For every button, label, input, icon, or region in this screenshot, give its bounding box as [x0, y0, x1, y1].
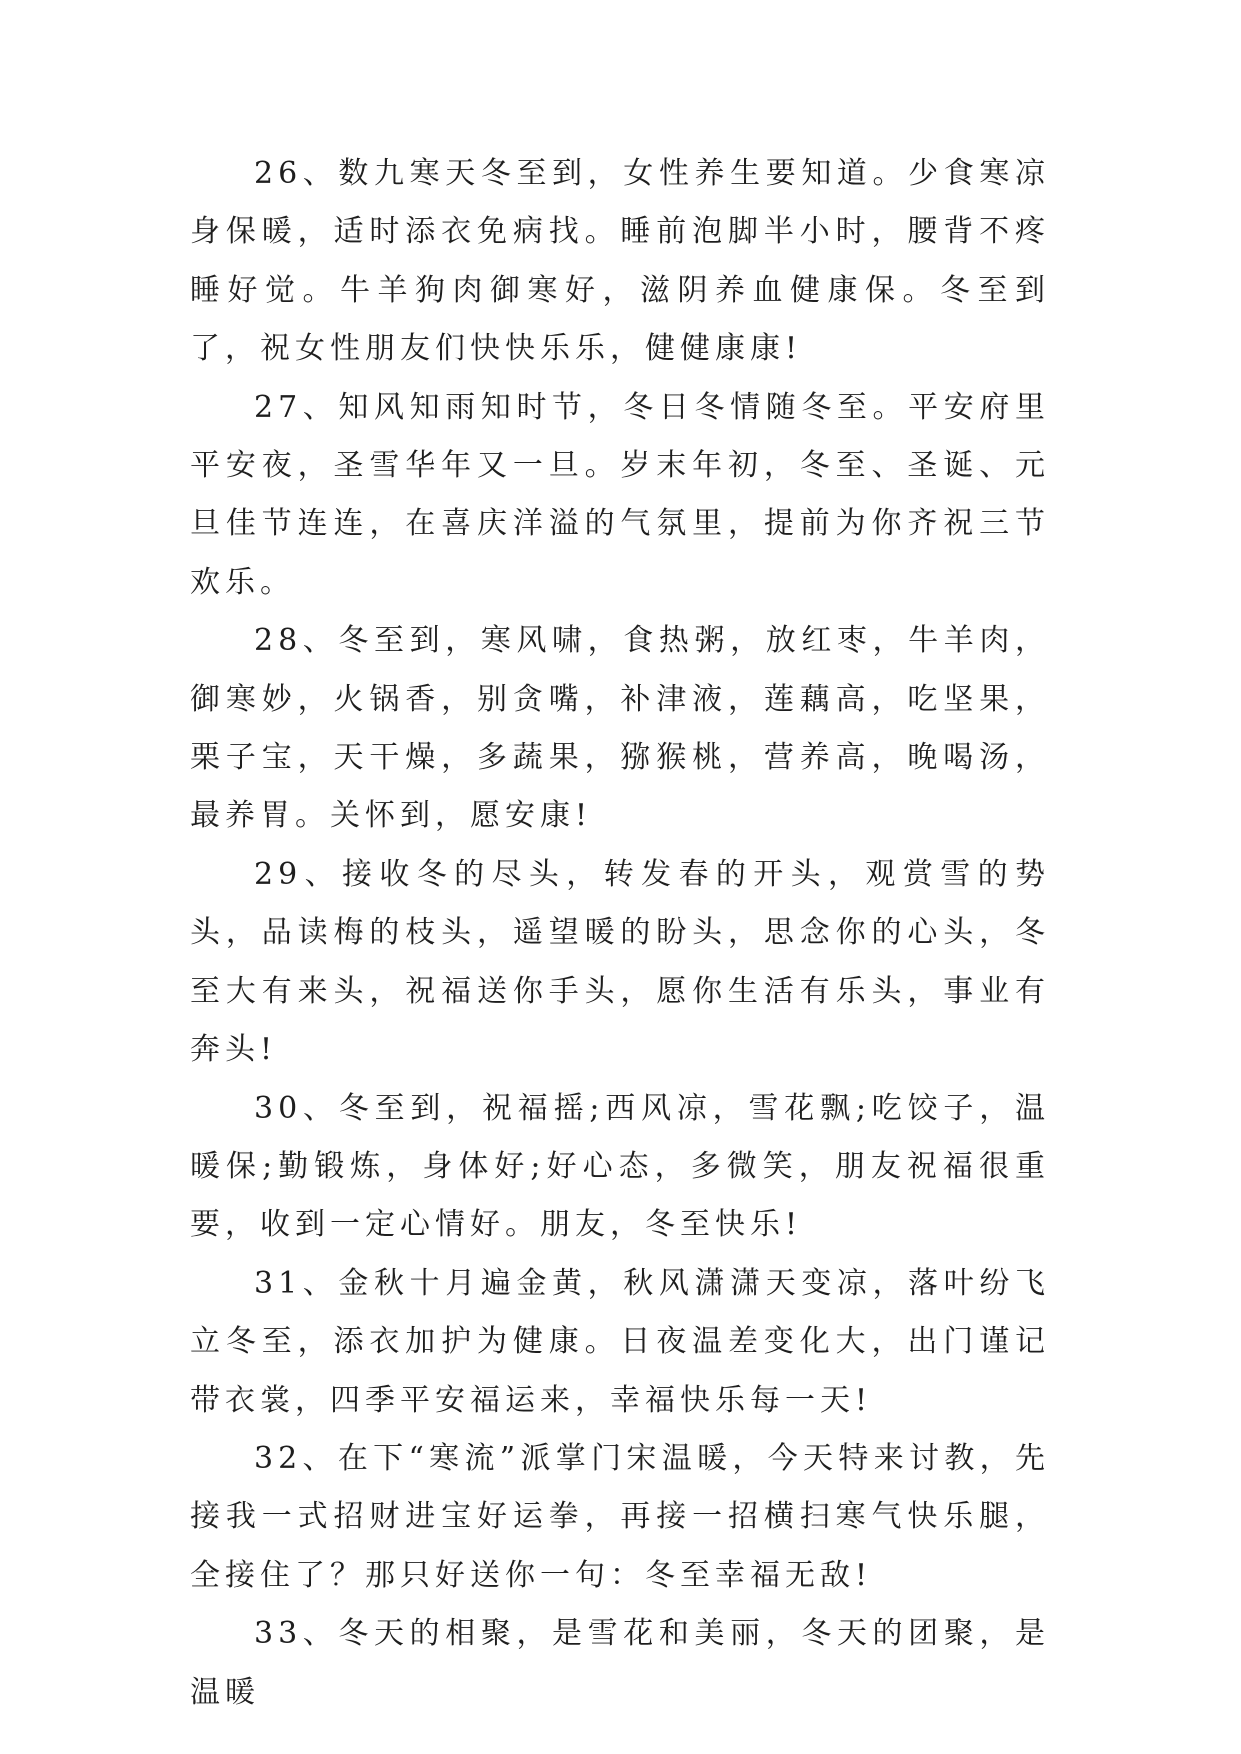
- document-body: [190, 145, 1050, 1722]
- paragraph-27: 27、知风知雨知时节，冬日冬情随冬至。平安府里平安夜，圣雪华年又一旦。岁末年初，冬至、圣诞、元旦佳节连连，在喜庆洋溢的气氛里，提前为你齐祝三节欢乐。: [190, 389, 1050, 600]
- paragraph-30: 30、冬至到，祝福摇;西风凉，雪花飘;吃饺子，温暖保;勤锻炼，身体好;好心态，多微笑，朋友祝福很重要，收到一定心情好。朋友，冬至快乐!: [190, 1090, 1050, 1243]
- paragraph-32: 32、在下“寒流”派掌门宋温暖，今天特来讨教，先接我一式招财进宝好运拳，再接一招横扫寒气快乐腿，全接住了？那只好送你一句：冬至幸福无敌!: [190, 1440, 1050, 1593]
- paragraph-33: 33、冬天的相聚，是雪花和美丽，冬天的团聚，是温暖: [190, 1616, 1050, 1710]
- paragraph-29: 29、接收冬的尽头，转发春的开头，观赏雪的势头，品读梅的枝头，遥望暖的盼头，思念你的心头，冬至大有来头，祝福送你手头，愿你生活有乐头，事业有奔头!: [190, 856, 1050, 1068]
- paragraph-28: 28、冬至到，寒风啸，食热粥，放红枣，牛羊肉，御寒妙，火锅香，别贪嘴，补津液，莲藕高，吃坚果，栗子宝，天干燥，多蔬果，猕猴桃，营养高，晚喝汤，最养胃。关怀到，愿安康!: [190, 623, 1050, 834]
- paragraph-31: 31、金秋十月遍金黄，秋风潇潇天变凉，落叶纷飞立冬至，添衣加护为健康。日夜温差变化大，出门谨记带衣裳，四季平安福运来，幸福快乐每一天!: [190, 1265, 1050, 1418]
- paragraph-26: 26、数九寒天冬至到，女性养生要知道。少食寒凉身保暖，适时添衣免病找。睡前泡脚半小时，腰背不疼睡好觉。牛羊狗肉御寒好，滋阴养血健康保。冬至到了，祝女性朋友们快快乐乐，健健康康!: [190, 156, 1050, 367]
